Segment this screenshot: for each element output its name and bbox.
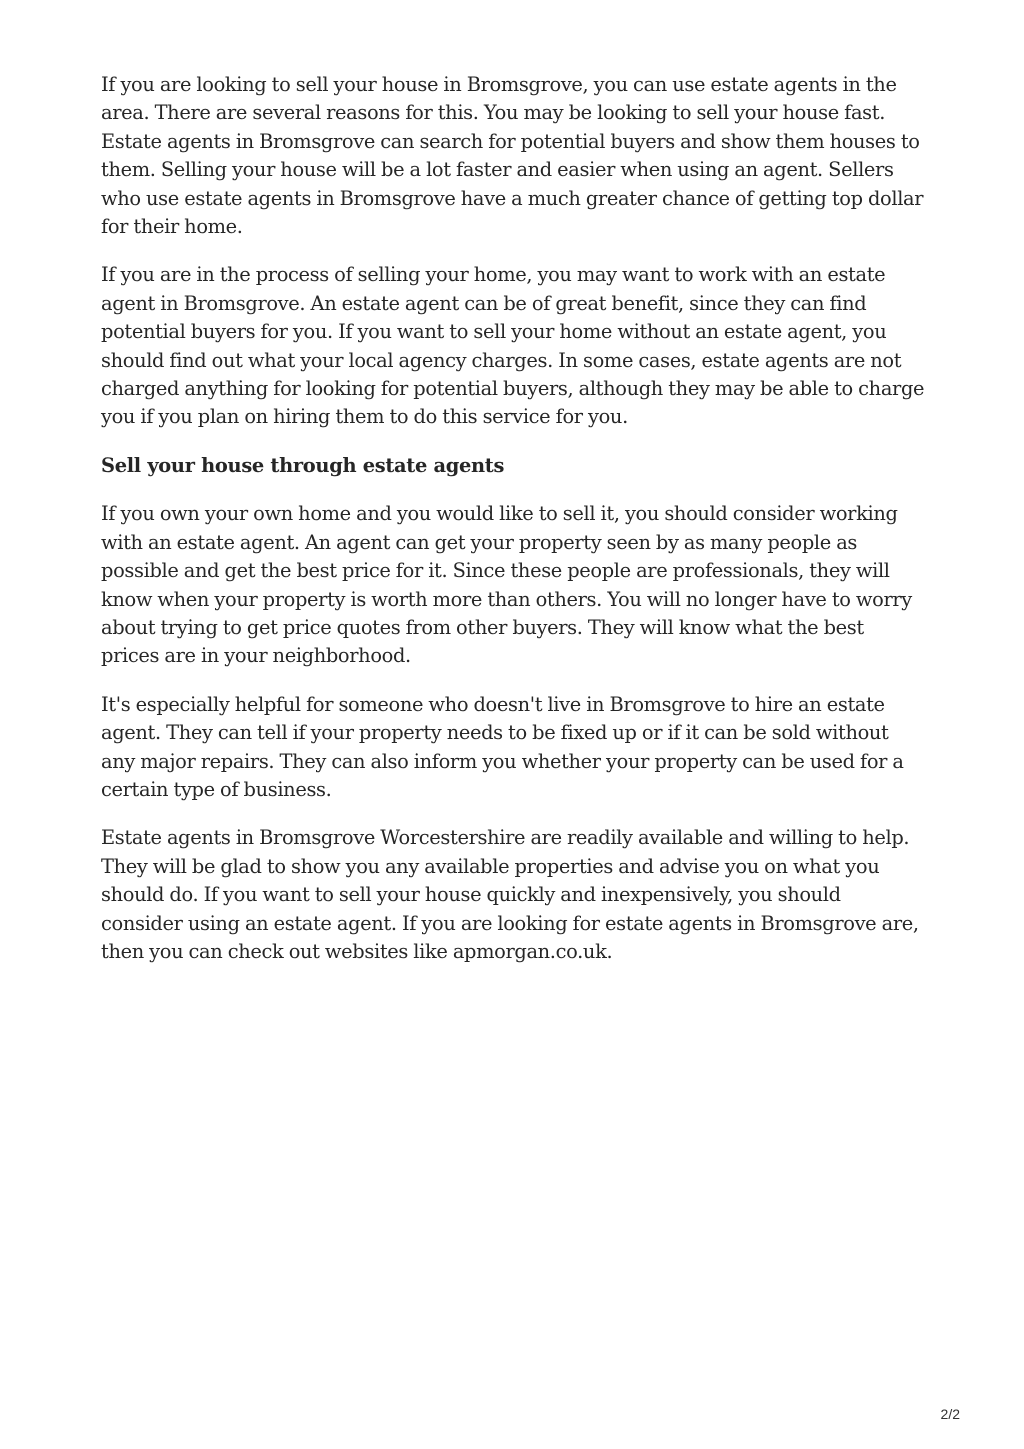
paragraph: Estate agents in Bromsgrove Worcestershire are readily available and willing to help. They will be glad to show you any available properties and advise you on what you should do. If you want to sell your house quickly and inexpensively, you should consider using an estate agent. If you are looking for estate agents in Bromsgrove are, then you can check out websites like apmorgan.co.uk.	[101, 826, 919, 963]
paragraph: It's especially helpful for someone who doesn't live in Bromsgrove to hire an estate agent. They can tell if your property needs to be fixed up or if it can be sold without any major repairs. They can also inform you whether your property can be used for a certain type of business.	[101, 692, 904, 801]
paragraph: If you are in the process of selling your home, you may want to work with an estate agent in Bromsgrove. An estate agent can be of great benefit, since they can find potential buyers for you. If you want to sell your home without an estate agent, you should find out what your local agency charges. In some cases, estate agents are not charged anything for looking for potential buyers, although they may be able to charge you if you plan on hiring them to do this service for you.	[101, 263, 925, 429]
paragraph: If you are looking to sell your house in Bromsgrove, you can use estate agents in the area. There are several reasons for this. You may be looking to sell your house fast. Estate agents in Bromsgrove can search for potential buyers and show them houses to them. Selling your house will be a lot faster and easier when using an agent. Sellers who use estate agents in Bromsgrove have a much greater chance of getting top dollar for their home.	[101, 73, 924, 239]
section-heading: Sell your house through estate agents	[101, 453, 505, 477]
paragraph: If you own your own home and you would like to sell it, you should consider working with an estate agent. An agent can get your property seen by as many people as possible and get the best price for it. Since these people are professionals, they will know when your property is worth more than others. You will no longer have to worry about trying to get price quotes from other buyers. They will know what the best prices are in your neighborhood.	[101, 502, 912, 668]
document-body	[101, 71, 925, 986]
page-number: 2/2	[940, 1406, 960, 1422]
